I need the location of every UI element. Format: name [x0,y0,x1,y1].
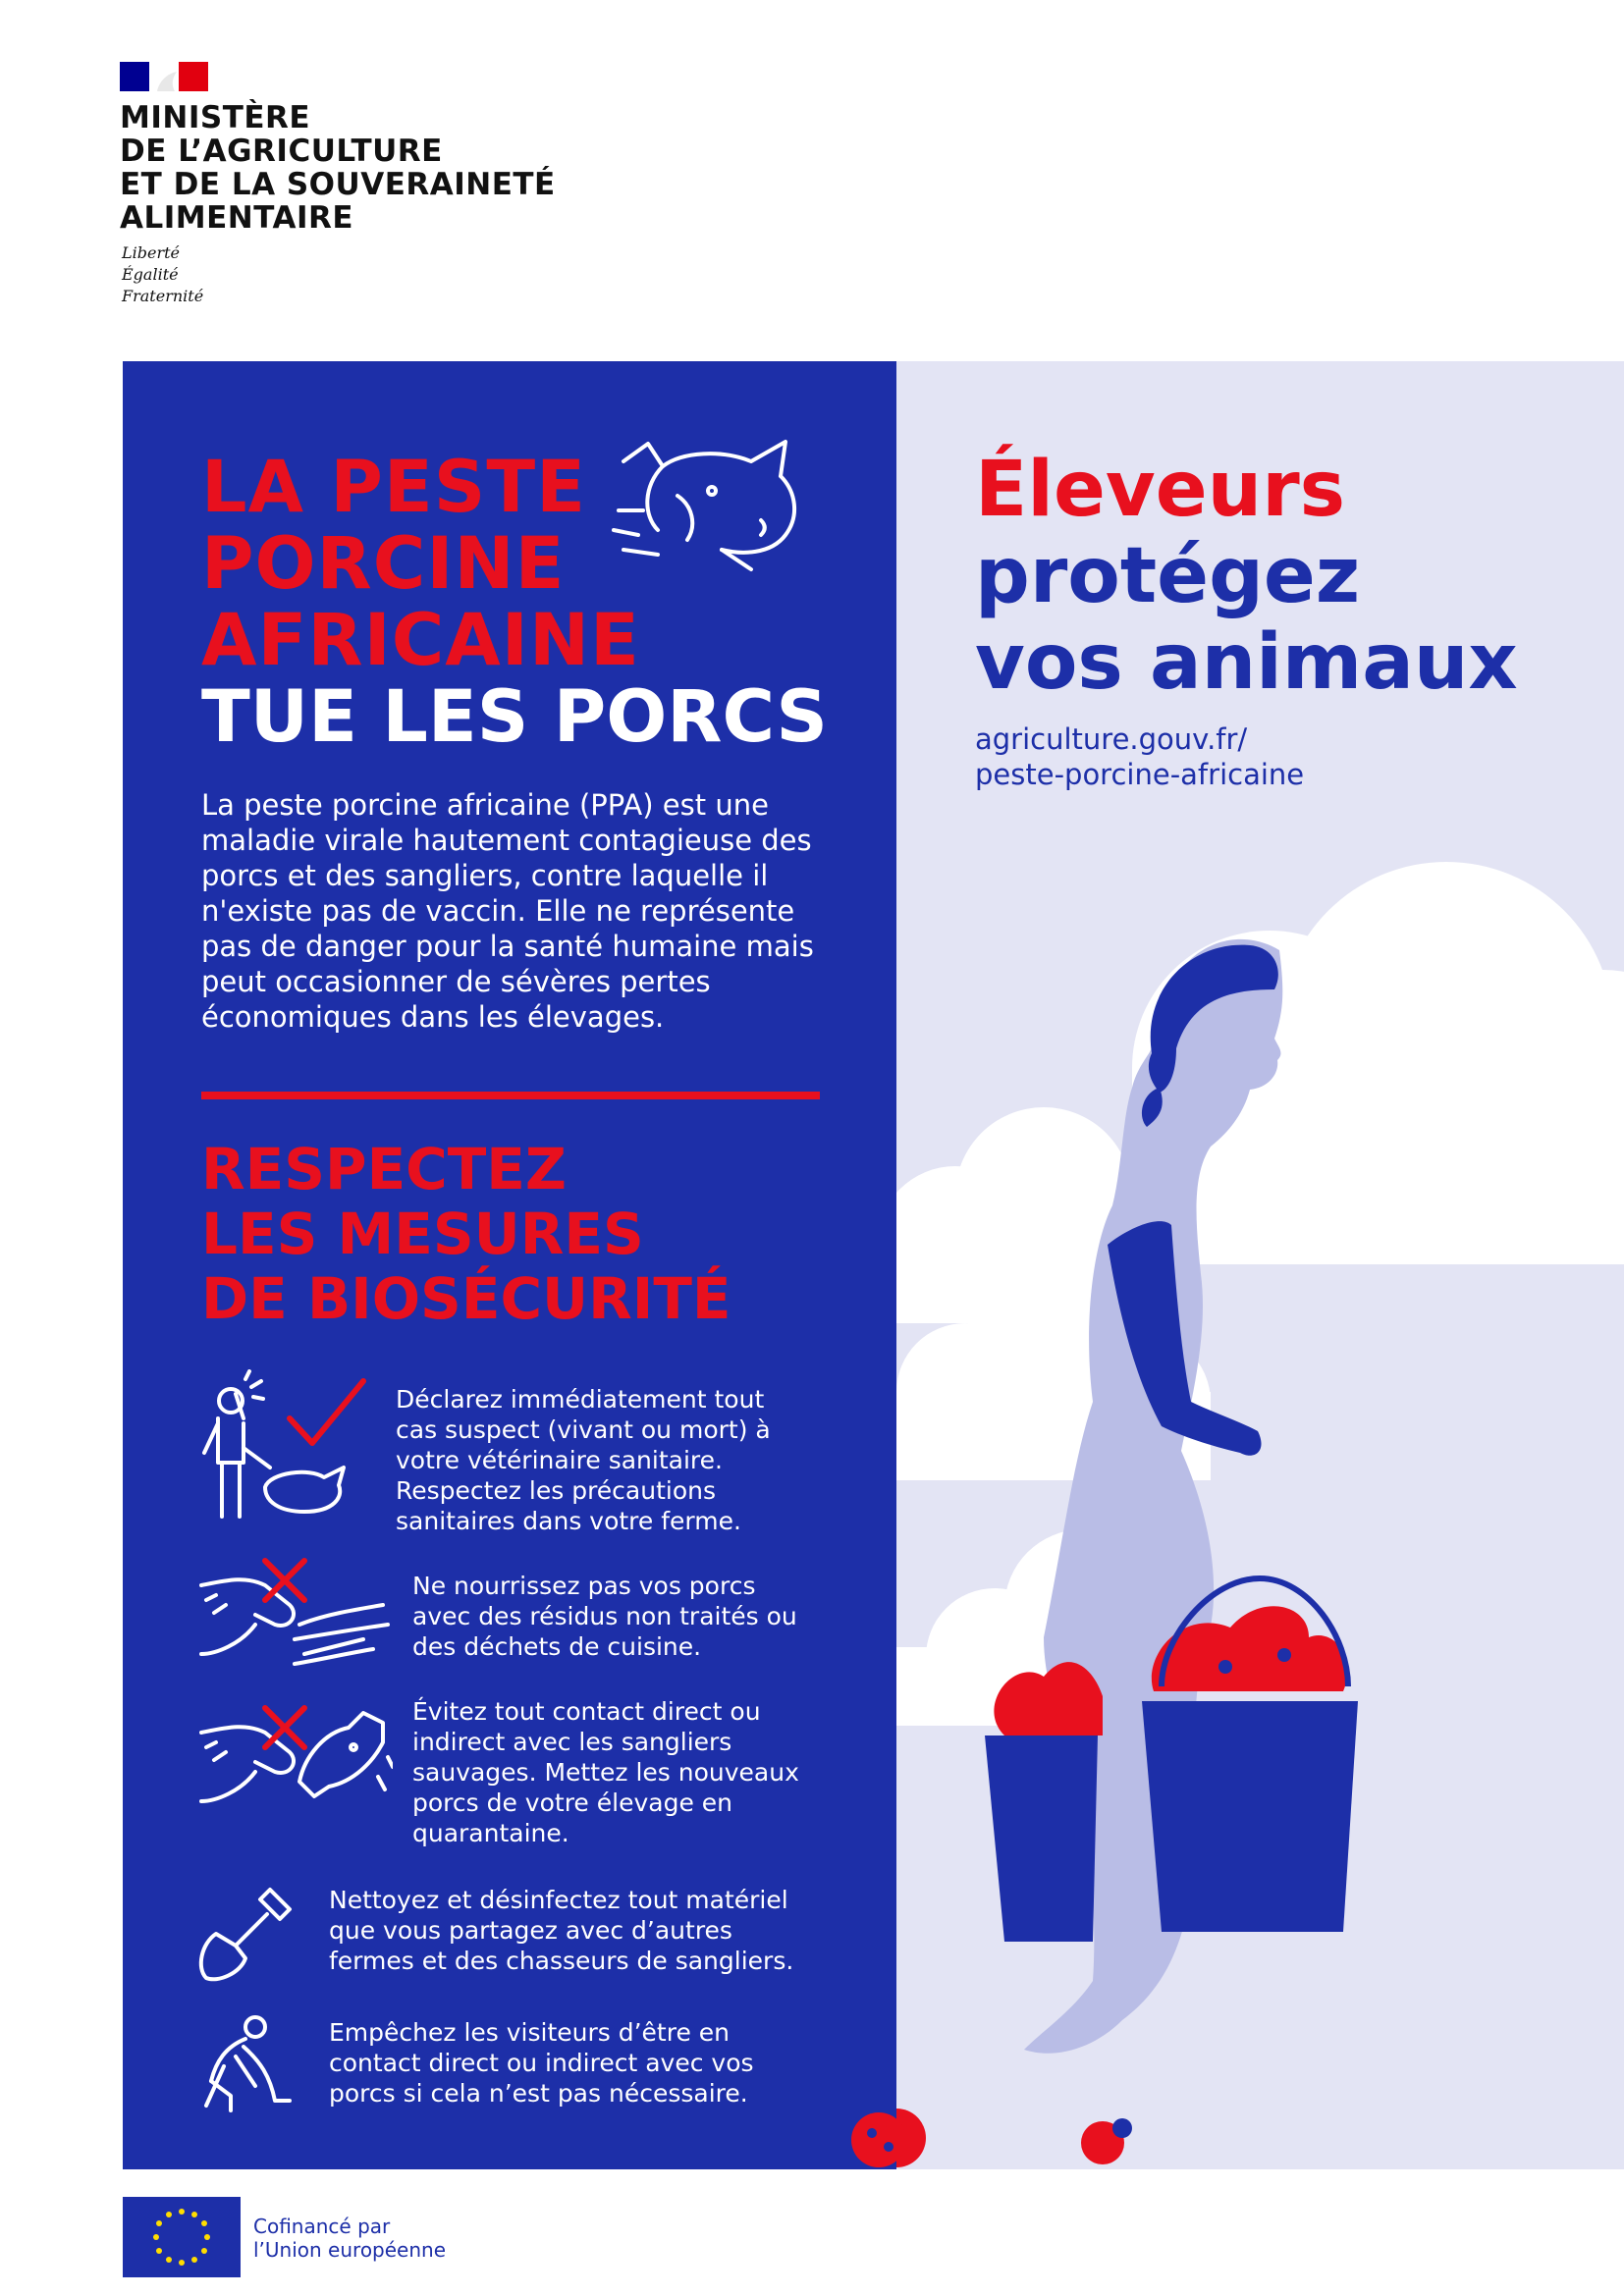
measure-2-text: Ne nourrissez pas vos porcs avec des résidus non traités ou des déchets de cuisine. [412,1572,797,1661]
headline-red: Éleveurs [975,446,1346,534]
website-link[interactable]: agriculture.gouv.fr/ peste-porcine-africaine [975,722,1305,791]
no-boar-contact-icon [196,1703,393,1816]
eu-flag-icon [123,2197,241,2277]
pig-head-icon [604,432,820,579]
ministry-name: MINISTÈRE DE L’AGRICULTURE ET DE LA SOUVERAINETÉ ALIMENTAIRE [120,100,556,236]
main-title-red: LA PESTE PORCINE AFRICAINE [201,446,640,682]
measure-3-text: Évitez tout contact direct ou indirect avec les sangliers sauvages. Mettez les nouveaux porcs de votre élevage en quarantaine. [412,1697,799,1847]
main-title-white: TUE LES PORCS [201,675,829,759]
marianne-logo [120,62,208,91]
measure-4-text: Nettoyez et désinfectez tout matériel que vous partagez avec d’autres fermes et des chasseurs de sangliers. [329,1886,794,1975]
no-feeding-icon [196,1556,393,1669]
divider [201,1092,820,1099]
measure-1-text: Déclarez immédiatement tout cas suspect (vivant ou mort) à votre vétérinaire sanitaire. Respectez les précautions sanitaires dans votre ferme. [396,1385,771,1535]
eu-cofunding-text: Cofinancé par l’Union européenne [253,2215,447,2262]
intro-paragraph: La peste porcine africaine (PPA) est une maladie virale hautement contagieuse des porcs et des sangliers, contre laquelle il n'existe pas de vaccin. Elle ne représente pas de danger pour la santé humaine mais peut occasionner de sévères pertes économiques dans les élevages. [201,788,814,1034]
republic-motto: Liberté Égalité Fraternité [122,243,204,305]
virus-cluster-icon [835,2106,933,2174]
person-pig-check-icon [196,1369,373,1522]
measure-5-text: Empêchez les visiteurs d’être en contact direct ou indirect avec vos porcs si cela n’est pas nécessaire. [329,2018,754,2108]
measures-title: RESPECTEZ LES MESURES DE BIOSÉCURITÉ [201,1136,731,1332]
crouching-visitor-icon [196,2007,304,2115]
headline-blue: protégez vos animaux [975,532,1518,707]
shovel-icon [196,1875,304,1983]
